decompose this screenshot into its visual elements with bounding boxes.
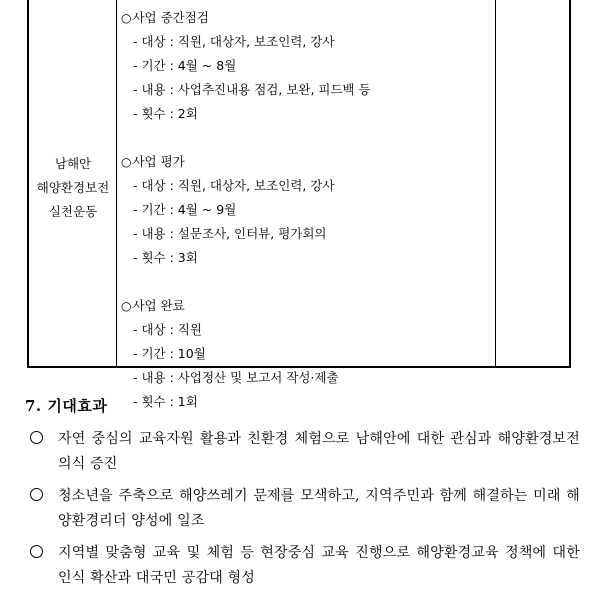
content-cell — [121, 6, 491, 438]
category-cell — [29, 0, 117, 366]
section-item: - 내용 : 사업정산 및 보고서 작성·제출 — [133, 370, 339, 385]
section-item: - 대상 : 직원, 대상자, 보조인력, 강사 — [133, 34, 335, 49]
section-item: - 기간 : 4월 ~ 8월 — [133, 58, 237, 73]
section-completion — [121, 294, 491, 414]
section-title: ○사업 중간점검 — [121, 10, 209, 25]
ring-bullet-icon: ○ — [121, 155, 132, 169]
circle-bullet-icon — [30, 545, 43, 558]
expected-effect-item — [30, 427, 580, 477]
section-title: ○사업 평가 — [121, 154, 185, 169]
section-midterm-check — [121, 6, 491, 126]
category-label-line: 해양환경보전 — [36, 180, 110, 195]
expected-effect-text: 청소년을 주축으로 해양쓰레기 문제를 모색하고, 지역주민과 함께 해결하는 미래 해양환경리더 양성에 일조 — [58, 488, 580, 529]
circle-bullet-icon — [30, 488, 43, 501]
expected-effect-item — [30, 484, 580, 534]
section-item: - 횟수 : 3회 — [133, 250, 198, 265]
remarks-cell — [495, 0, 569, 366]
section-item: - 횟수 : 1회 — [133, 394, 198, 409]
section-item: - 기간 : 10월 — [133, 346, 206, 361]
section-title: ○사업 완료 — [121, 298, 185, 313]
expected-effect-text: 자연 중심의 교육자원 활용과 친환경 체험으로 남해안에 대한 관심과 해양환경보전의식 증진 — [58, 431, 580, 472]
ring-bullet-icon: ○ — [121, 299, 132, 313]
category-label-line: 남해안 — [54, 156, 92, 171]
expected-effect-item — [30, 541, 580, 591]
expected-effect-text: 지역별 맞춤형 교육 및 체험 등 현장중심 교육 진행으로 해양환경교육 정책에 대한 인식 확산과 대국민 공감대 형성 — [58, 545, 580, 586]
section-item: - 대상 : 직원, 대상자, 보조인력, 강사 — [133, 178, 335, 193]
ring-bullet-icon: ○ — [121, 11, 132, 25]
category-label-line: 실천운동 — [48, 204, 98, 219]
section-item: - 내용 : 설문조사, 인터뷰, 평가회의 — [133, 226, 327, 241]
section-item: - 기간 : 4월 ~ 9월 — [133, 202, 237, 217]
section-evaluation — [121, 150, 491, 270]
section-heading: 7. 기대효과 — [25, 397, 108, 415]
category-label — [29, 152, 117, 224]
section-item: - 횟수 : 2회 — [133, 106, 198, 121]
section-item: - 내용 : 사업추진내용 점검, 보완, 피드백 등 — [133, 82, 371, 97]
section-item: - 대상 : 직원 — [133, 322, 202, 337]
circle-bullet-icon — [30, 431, 43, 444]
